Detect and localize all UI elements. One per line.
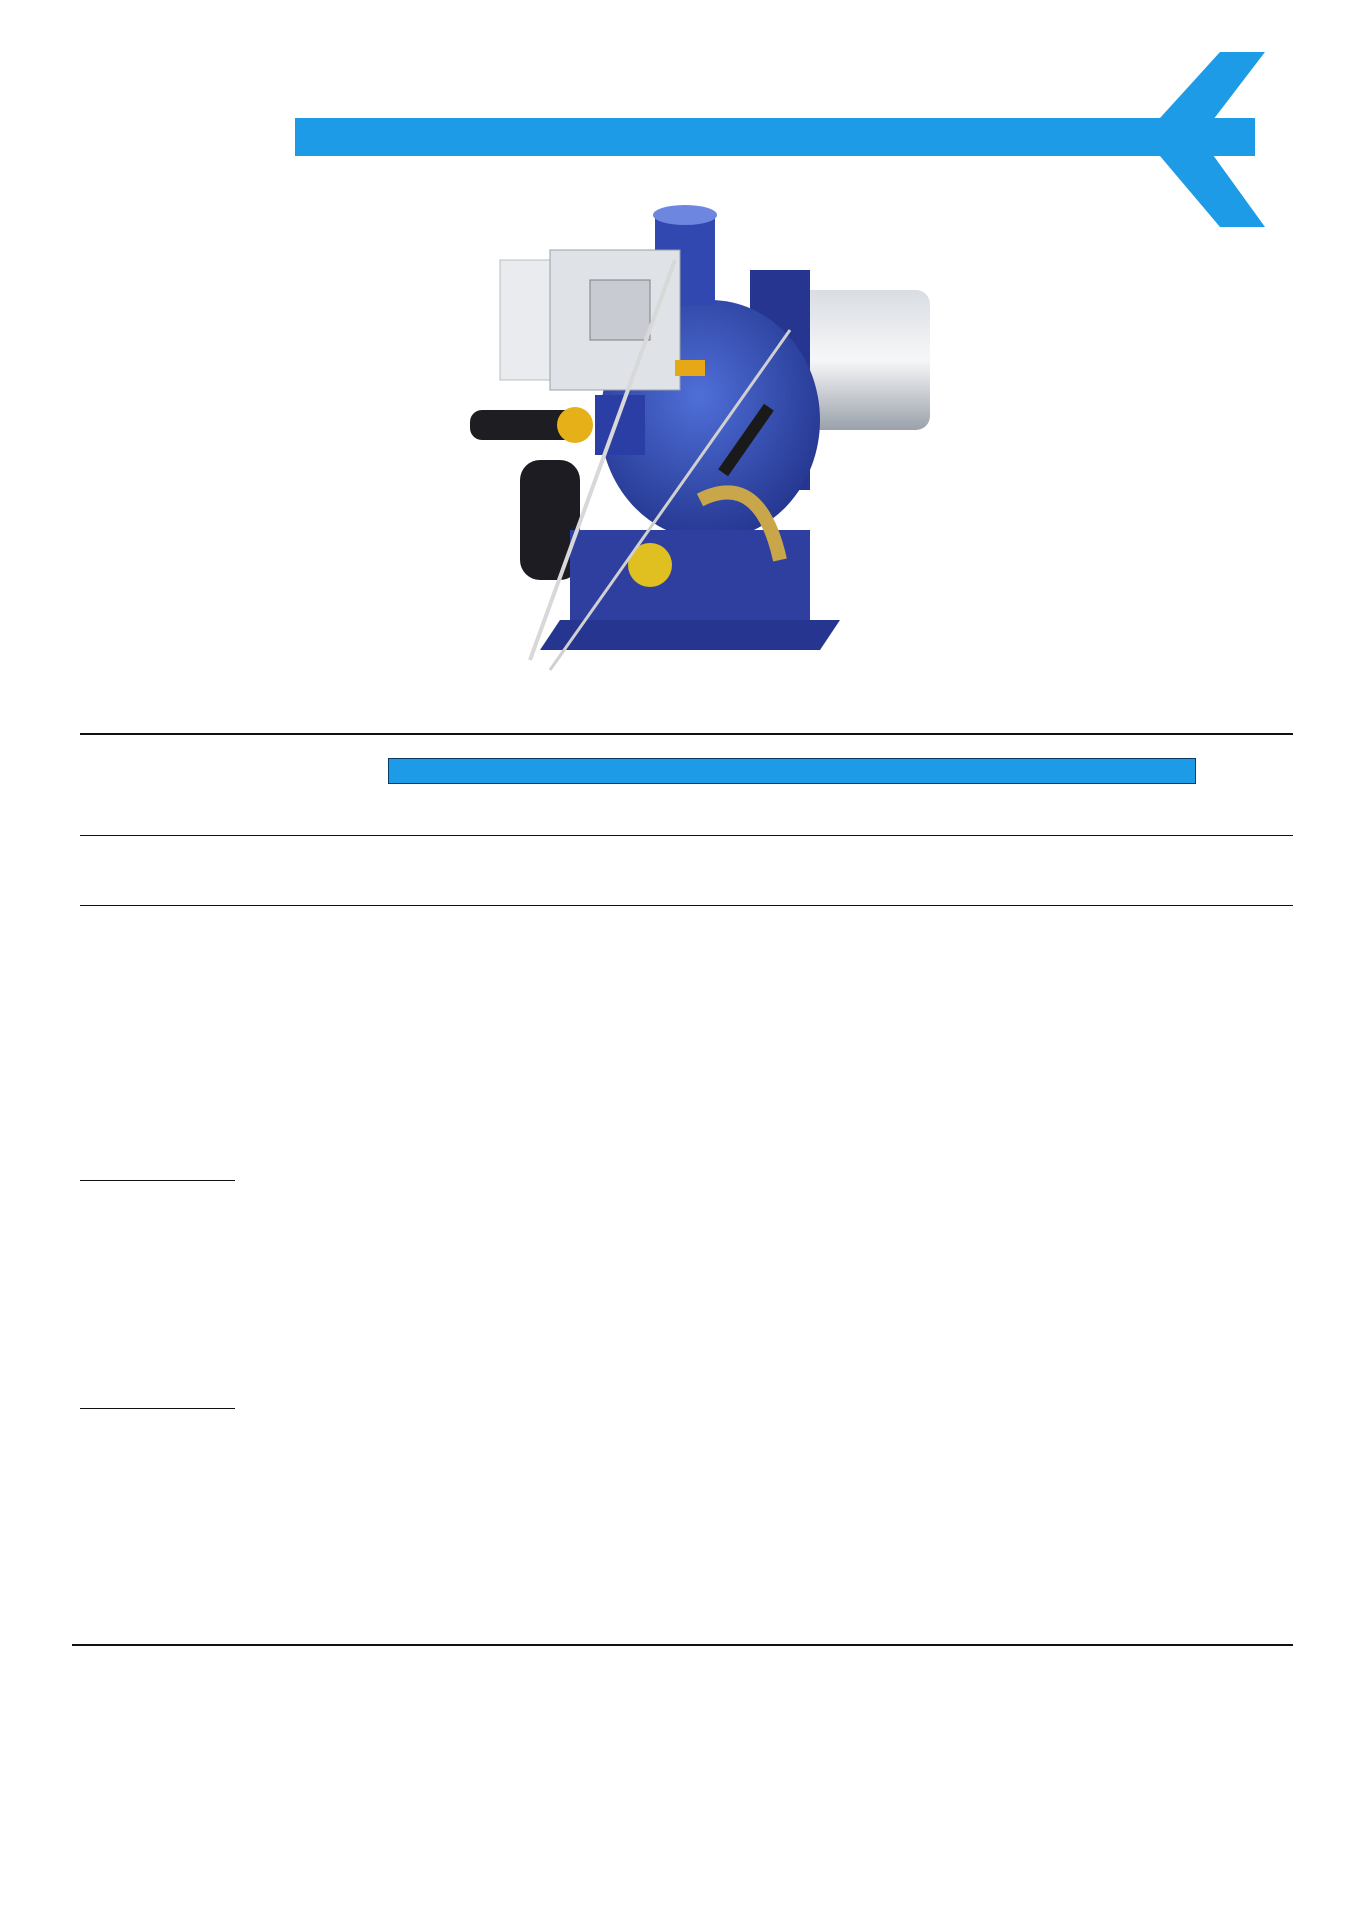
- logo-swoosh-icon: [1140, 52, 1280, 232]
- units-rule: [80, 905, 1293, 906]
- group-divider: [80, 1408, 235, 1409]
- header-english-bar: [388, 758, 1196, 784]
- brand-band: [295, 118, 1255, 156]
- group-divider: [80, 1180, 235, 1181]
- table-bottom-rule: [72, 1644, 1293, 1646]
- burner-photo-icon: [440, 200, 940, 680]
- table-top-rule: [80, 733, 1293, 735]
- header-rule: [80, 835, 1293, 836]
